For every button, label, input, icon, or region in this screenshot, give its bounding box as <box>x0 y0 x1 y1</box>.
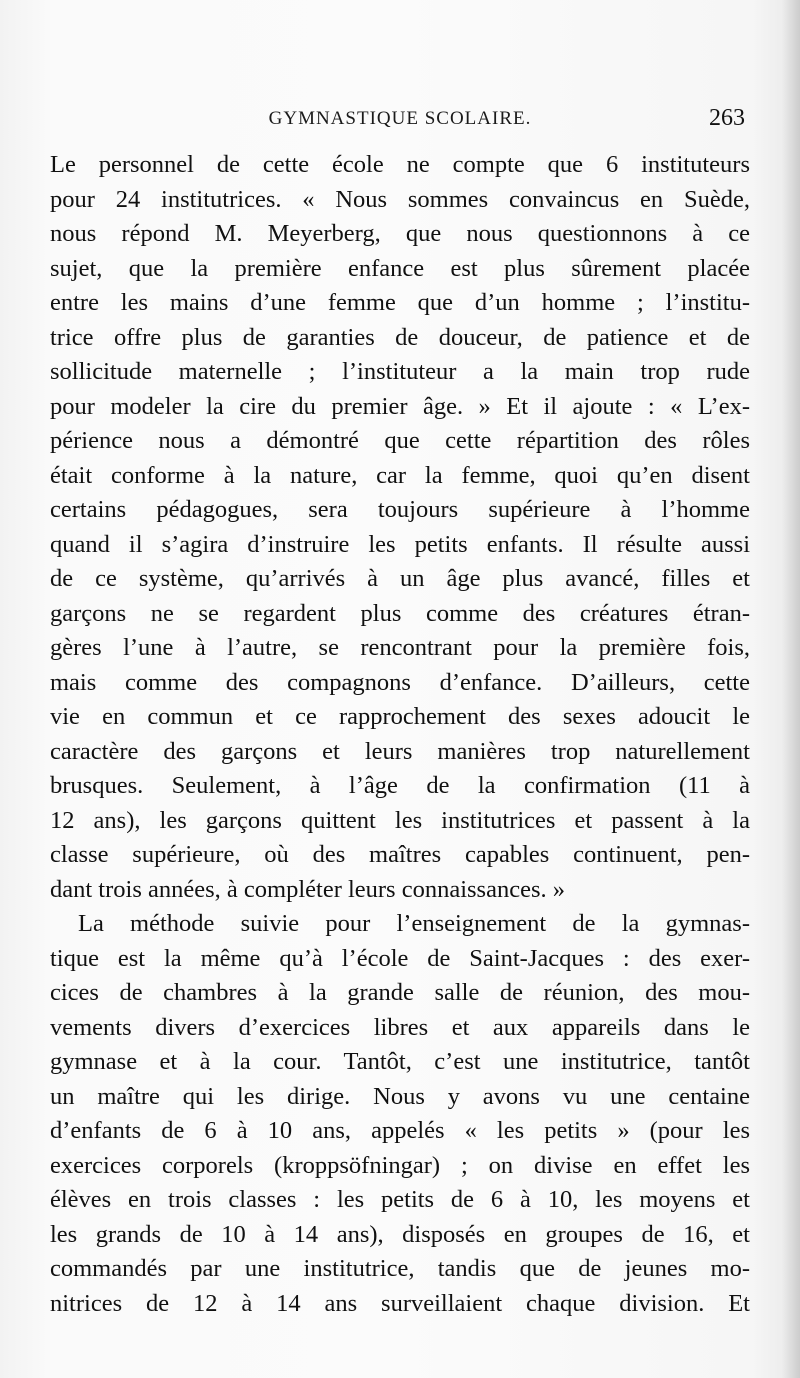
text-line: nitrices de 12 à 14 ans surveillaient chaque division. Et <box>50 1289 750 1317</box>
text-line: nous répond M. Meyerberg, que nous questionnons à ce <box>50 220 750 247</box>
text-line: était conforme à la nature, car la femme, quoi qu’en disent <box>50 461 750 489</box>
text-line: classe supérieure, où des maîtres capables continuent, pen- <box>50 841 750 868</box>
text-line: périence nous a démontré que cette répartition des rôles <box>50 427 750 454</box>
text-line: de ce système, qu’arrivés à un âge plus avancé, filles et <box>50 565 750 592</box>
text-line: d’enfants de 6 à 10 ans, appelés « les petits » (pour les <box>50 1117 750 1144</box>
page-number: 263 <box>709 105 745 131</box>
text-line: gères l’une à l’autre, se rencontrant pour la première fois, <box>50 634 750 661</box>
text-line: sujet, que la première enfance est plus sûrement placée <box>50 254 750 282</box>
text-line: quand il s’agira d’instruire les petits enfants. Il résulte aussi <box>50 530 750 558</box>
text-line: exercices corporels (kroppsöfningar) ; on divise en effet les <box>50 1151 750 1179</box>
text-line: gymnase et à la cour. Tantôt, c’est une institutrice, tantôt <box>50 1048 750 1075</box>
paragraph-end-line: dant trois années, à compléter leurs connaissances. » <box>50 875 566 903</box>
text-line: pour 24 institutrices. « Nous sommes convaincus en Suède, <box>50 185 750 213</box>
text-line: trice offre plus de garanties de douceur, de patience et de <box>50 323 750 351</box>
body-text <box>50 148 750 1321</box>
text-line: commandés par une institutrice, tandis que de jeunes mo- <box>50 1255 750 1282</box>
text-line: mais comme des compagnons d’enfance. D’ailleurs, cette <box>50 668 750 696</box>
running-head: GYMNASTIQUE SCOLAIRE. <box>268 108 532 129</box>
text-line: sollicitude maternelle ; l’instituteur a la main trop rude <box>50 358 750 385</box>
text-line: vie en commun et ce rapprochement des sexes adoucit le <box>50 703 750 730</box>
text-line: élèves en trois classes : les petits de 6 à 10, les moyens et <box>50 1186 750 1213</box>
text-line: un maître qui les dirige. Nous y avons vu une centaine <box>50 1082 750 1110</box>
text-line: entre les mains d’une femme que d’un homme ; l’institu- <box>50 289 750 316</box>
text-line: certains pédagogues, sera toujours supérieure à l’homme <box>50 496 750 523</box>
page-edge-shadow <box>782 0 800 1378</box>
text-line: cices de chambres à la grande salle de réunion, des mou- <box>50 979 750 1006</box>
text-line: tique est la même qu’à l’école de Saint-Jacques : des exer- <box>50 944 750 972</box>
text-line: vements divers d’exercices libres et aux appareils dans le <box>50 1013 750 1041</box>
text-line: 12 ans), les garçons quittent les institutrices et passent à la <box>50 806 750 834</box>
text-line: garçons ne se regardent plus comme des créatures étran- <box>50 599 750 627</box>
text-line: les grands de 10 à 14 ans), disposés en groupes de 16, et <box>50 1220 750 1248</box>
text-line: Le personnel de cette école ne compte que 6 instituteurs <box>50 151 750 178</box>
text-line: caractère des garçons et leurs manières trop naturellement <box>50 737 750 765</box>
text-line: brusques. Seulement, à l’âge de la confirmation (11 à <box>50 772 750 799</box>
text-line: pour modeler la cire du premier âge. » Et il ajoute : « L’ex- <box>50 392 750 420</box>
page-header <box>50 105 750 138</box>
paragraph-start-line: La méthode suivie pour l’enseignement de la gymnas- <box>78 910 750 937</box>
